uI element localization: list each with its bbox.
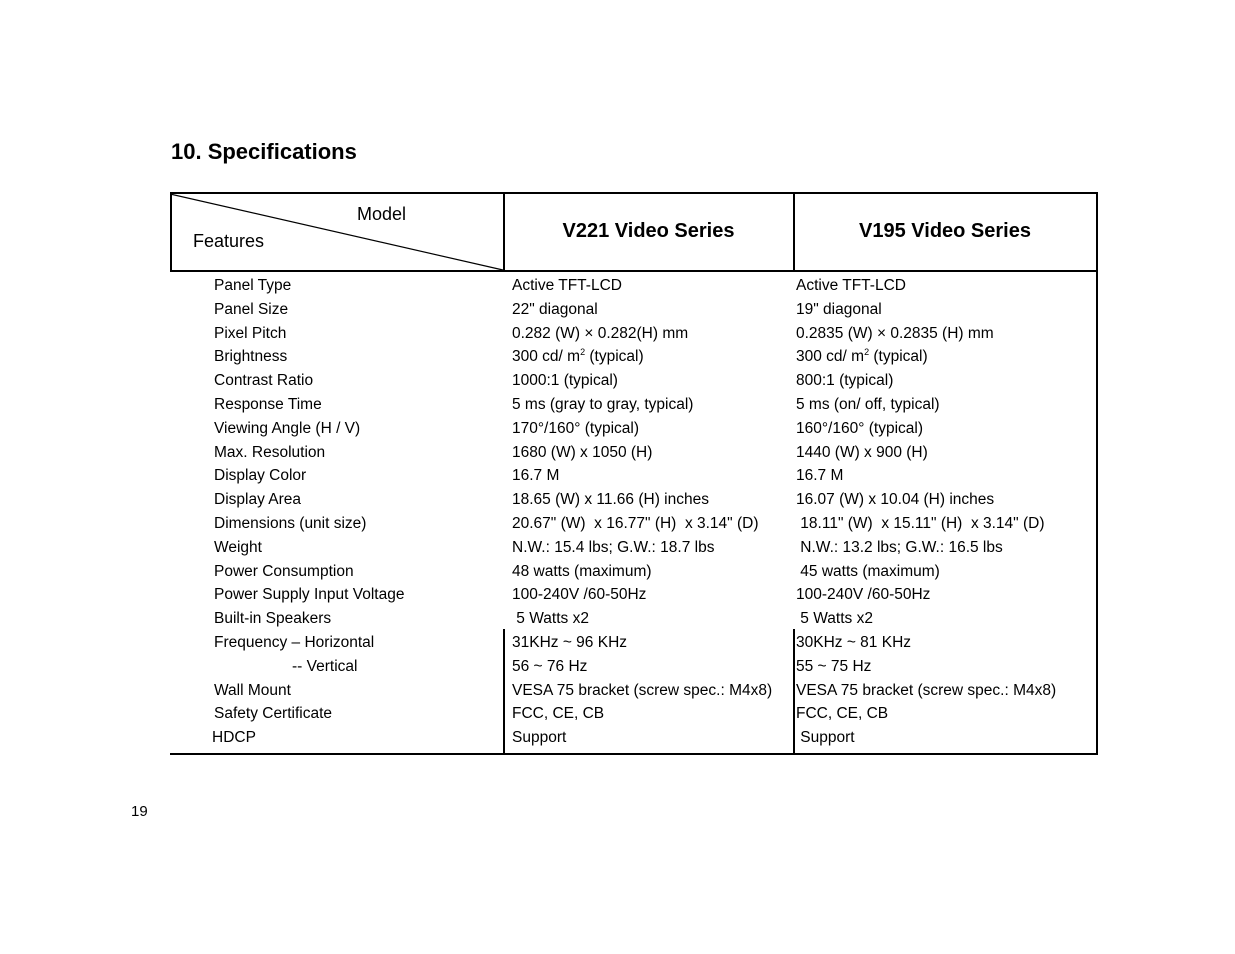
feature-cell: Response Time [214, 395, 322, 413]
feature-cell: Dimensions (unit size) [214, 514, 367, 532]
table-row [170, 490, 1098, 514]
table-row [170, 728, 1098, 752]
v221-cell: N.W.: 15.4 lbs; G.W.: 18.7 lbs [512, 538, 715, 556]
v221-cell: FCC, CE, CB [512, 705, 605, 723]
feature-cell: Wall Mount [214, 681, 291, 699]
table-row [170, 609, 1098, 633]
v221-cell [512, 347, 644, 366]
v221-cell: 1000:1 (typical) [512, 372, 618, 390]
table-row [170, 466, 1098, 490]
table-row [170, 276, 1098, 300]
v221-cell: 16.7 M [512, 467, 560, 485]
table-bottom-border [170, 753, 1098, 755]
table-row [170, 538, 1098, 562]
feature-cell: Panel Type [214, 277, 292, 294]
v195-cell: 0.2835 (W) × 0.2835 (H) mm [796, 324, 994, 342]
superscript: 2 [580, 347, 586, 358]
page-number: 19 [131, 803, 148, 820]
v221-cell: 20.67" (W) x 16.77" (H) x 3.14" (D) [512, 514, 759, 532]
v195-cell: 5 Watts x2 [796, 610, 873, 628]
v195-cell: 30KHz ~ 81 KHz [796, 633, 912, 651]
feature-cell: Frequency – Horizontal [214, 633, 375, 651]
v221-cell: 1680 (W) x 1050 (H) [512, 443, 653, 461]
v221-cell: VESA 75 bracket (screw spec.: M4x8) [512, 681, 773, 699]
v195-value: 300 cd/ m [796, 348, 865, 366]
table-row [170, 704, 1098, 728]
table-row [170, 324, 1098, 348]
table-row [170, 395, 1098, 419]
v195-cell: VESA 75 bracket (screw spec.: M4x8) [796, 681, 1057, 699]
feature-cell: Weight [214, 538, 262, 556]
feature-cell: Safety Certificate [214, 705, 333, 723]
table-header [170, 192, 1098, 271]
table-row [170, 681, 1098, 705]
feature-cell: Power Supply Input Voltage [214, 586, 405, 604]
table-row [170, 443, 1098, 467]
table-body [170, 276, 1098, 752]
feature-cell: Brightness [214, 348, 288, 366]
v221-cell: 18.65 (W) x 11.66 (H) inches [512, 491, 709, 509]
v221-cell: 5 ms (gray to gray, typical) [512, 395, 694, 413]
table-row [170, 300, 1098, 324]
table-row [170, 371, 1098, 395]
feature-cell: Power Consumption [214, 562, 354, 580]
v221-cell: 56 ~ 76 Hz [512, 657, 588, 675]
v221-value-tail: (typical) [585, 348, 644, 366]
v221-cell: Support [512, 729, 567, 747]
v195-cell: 160°/160° (typical) [796, 419, 923, 437]
v195-cell: 100-240V /60-50Hz [796, 586, 931, 604]
table-row [170, 347, 1098, 371]
v195-value-tail: (typical) [869, 348, 928, 366]
feature-cell: Panel Size [214, 300, 289, 318]
model-label: Model [357, 204, 407, 224]
feature-cell: Viewing Angle (H / V) [214, 419, 361, 437]
v195-cell: 19" diagonal [796, 300, 882, 318]
v221-cell: Active TFT-LCD [512, 277, 622, 294]
feature-cell: HDCP [212, 729, 256, 747]
column-header-v195: V195 Video Series [859, 220, 1031, 242]
v221-cell: 0.282 (W) × 0.282(H) mm [512, 324, 689, 342]
v221-cell: 170°/160° (typical) [512, 419, 639, 437]
v195-cell: 18.11" (W) x 15.11" (H) x 3.14" (D) [796, 514, 1045, 532]
superscript: 2 [864, 347, 870, 358]
v221-cell: 22" diagonal [512, 300, 598, 318]
v195-cell: N.W.: 13.2 lbs; G.W.: 16.5 lbs [796, 538, 1003, 556]
v195-cell: 800:1 (typical) [796, 372, 894, 390]
feature-cell: Contrast Ratio [214, 372, 314, 390]
v221-value: 300 cd/ m [512, 348, 581, 366]
v195-cell: 5 ms (on/ off, typical) [796, 395, 940, 413]
v195-cell: 1440 (W) x 900 (H) [796, 443, 928, 461]
feature-cell: Display Area [214, 491, 302, 509]
v221-cell: 100-240V /60-50Hz [512, 586, 647, 604]
v195-cell: 45 watts (maximum) [796, 562, 940, 580]
table-row [170, 633, 1098, 657]
features-label: Features [193, 231, 265, 251]
v221-cell: 31KHz ~ 96 KHz [512, 633, 628, 651]
feature-cell: -- Vertical [292, 657, 358, 675]
v195-cell: 16.07 (W) x 10.04 (H) inches [796, 491, 995, 509]
feature-cell: Built-in Speakers [214, 610, 332, 628]
table-row [170, 419, 1098, 443]
v195-cell: 55 ~ 75 Hz [796, 657, 872, 675]
page-title: 10. Specifications [171, 139, 357, 164]
feature-cell: Pixel Pitch [214, 324, 287, 342]
v221-cell: 48 watts (maximum) [512, 562, 652, 580]
v195-cell: Support [796, 729, 855, 747]
v195-cell [796, 347, 928, 366]
feature-cell: Max. Resolution [214, 443, 326, 461]
feature-cell: Display Color [214, 467, 307, 485]
table-row [170, 657, 1098, 681]
v195-cell: FCC, CE, CB [796, 705, 889, 723]
table-row [170, 514, 1098, 538]
v221-cell: 5 Watts x2 [512, 610, 589, 628]
specifications-table [170, 192, 1098, 754]
table-row [170, 585, 1098, 609]
v195-cell: Active TFT-LCD [796, 277, 906, 294]
v195-cell: 16.7 M [796, 467, 844, 485]
table-row [170, 562, 1098, 586]
column-header-v221: V221 Video Series [562, 220, 735, 242]
